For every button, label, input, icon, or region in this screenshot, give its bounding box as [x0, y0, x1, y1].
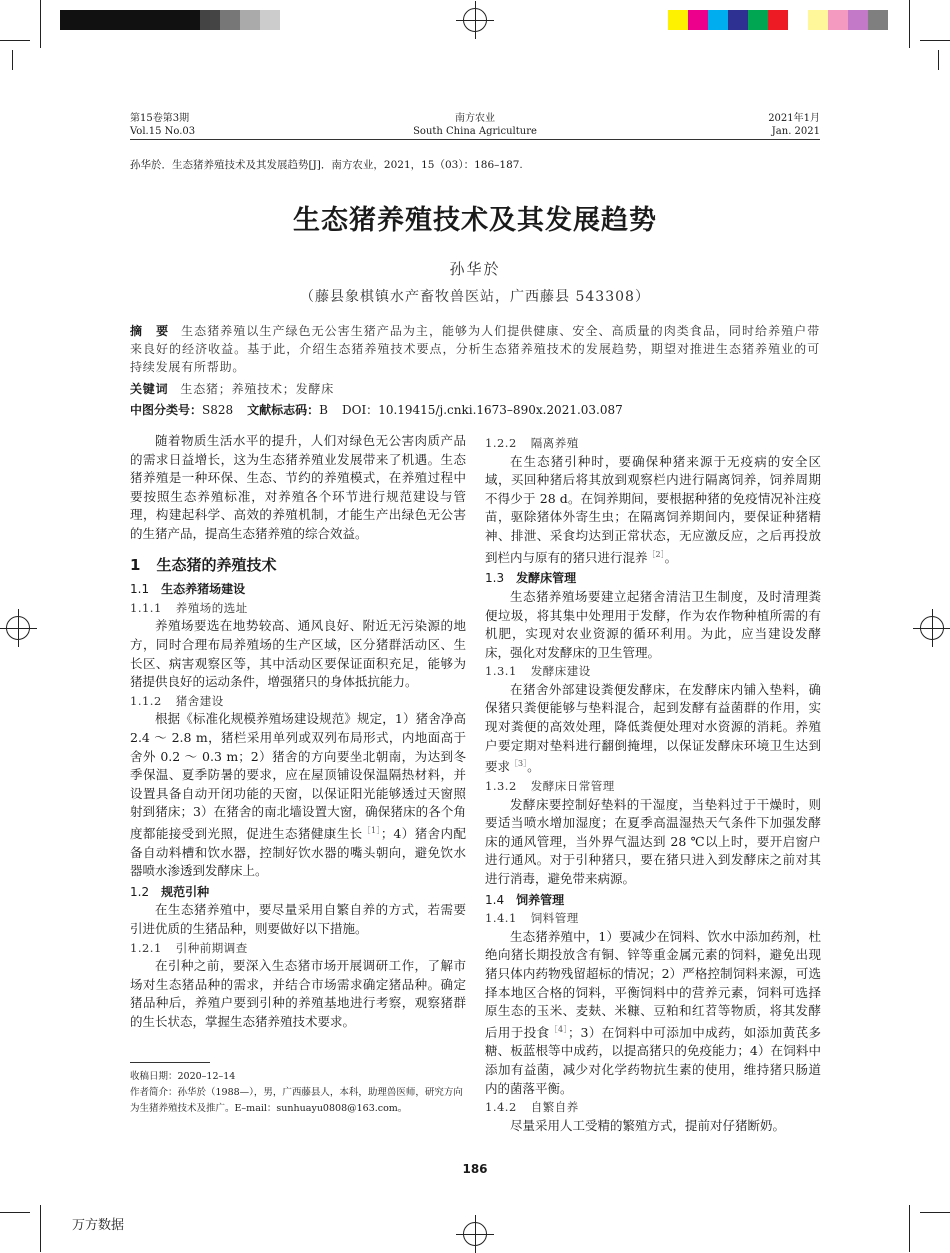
keywords-line: [130, 380, 334, 397]
paragraph: 根据《标准化规模养殖场建设规范》规定，1）猪舍净高 2.4 ～ 2.8 m，猪栏采用单列或双列布局形式，内地面高于舍外 0.2 ～ 0.3 m；2）猪舍的方向要坐北朝南，为达到冬季保温、夏季防暑的要求，应在屋顶铺设保温隔热材料，并设置具备自动开闭功能的天窗，以保证阳光能够透过天窗照射到猪床；3）在猪舍的南北墙设置大窗，确保猪床的各个角度都能接受到光照，促进生态猪健康生长$^{[1]}$；4）猪舍内配备自动料槽和饮水器，控制好饮水器的嘴头朝向，避免饮水器喷水渗透到发酵床上。: [130, 711, 466, 879]
intro-paragraph: 随着物质生活水平的提升，人们对绿色无公害肉质产品的需求日益增长，这为生态猪养殖业发展带来了机遇。生态猪养殖是一种环保、生态、节约的养殖模式，在养殖过程中要按照生态养殖标准，对养殖各个环节进行规范建设与管理，构建起科学、高效的养殖机制，才能生产出绿色无公害的生猪产品，提高生态猪养殖的综合效益。: [130, 433, 466, 541]
footnote-rule: [130, 1062, 210, 1063]
header-journal: [375, 112, 575, 138]
doc-code-value: B: [319, 403, 328, 417]
abstract-text: 生态猪养殖以生产绿色无公害生猪产品为主，能够为人们提供健康、安全、高质量的肉类食品，同时给养殖户带来良好的经济收益。基于此，介绍生态猪养殖技术要点，分析生态猪养殖技术的发展趋势，期望对推进生态猪养殖业的可持续发展有所帮助。: [130, 324, 820, 374]
watermark: 万方数据: [72, 1218, 125, 1233]
section-1-4-heading: 1.4 饲养管理: [485, 892, 565, 907]
registration-mark-top: [463, 8, 487, 32]
abstract-block: [130, 322, 820, 376]
paragraph: 发酵床要控制好垫料的干湿度，当垫料过于干燥时，则要适当喷水增加湿度；在夏季高温湿热天气条件下加强发酵床的通风管理，当外界气温达到 28 ℃以上时，要开启窗户进行通风。对于引种猪只，要在猪只进入到发酵床之前对其进行消毒，避免带来病源。: [485, 796, 821, 886]
paragraph: 尽量采用人工受精的繁殖方式，提前对仔猪断奶。: [510, 1117, 786, 1133]
page-number: 186: [462, 1162, 488, 1176]
date-cn: 2021年1月: [768, 113, 820, 124]
gray-swatch: [220, 10, 240, 30]
header-date: [768, 112, 820, 138]
paragraph: 在猪舍外部建设粪便发酵床，在发酵床内铺入垫料，确保猪只粪便能够与垫料混合，起到发酵有益菌群的作用，实现对粪便的高效处理，降低粪便处理对水资源的消耗。养殖户要定期对垫料进行翻倒掩埋，以保证发酵床环境卫生达到要求$^{[3]}$。: [485, 681, 821, 775]
doi-value: 10.19415/j.cnki.1673–890x.2021.03.087: [378, 403, 623, 417]
section-1-1-2-heading: 1.1.2 猪舍建设: [130, 693, 224, 708]
citation-ref[interactable]: ［2］: [647, 549, 665, 559]
section-1-2-2-heading: 1.2.2 隔离养殖: [485, 436, 579, 450]
gray-swatch: [200, 10, 220, 30]
right-column: [485, 432, 821, 1135]
section-1-heading: 1 生态猪的养殖技术: [130, 555, 277, 574]
classification-line: [130, 401, 623, 418]
paragraph: 生态猪养殖场要建立起猪舍清洁卫生制度，及时清理粪便垃圾，将其集中处理用于发酵，作为农作物种植所需的有机肥，实现对农业资源的循环利用。为此，应当建设发酵床，强化对发酵床的卫生管理。: [485, 588, 821, 660]
keywords: 生态猪；养殖技术；发酵床: [180, 382, 335, 396]
author-bio: 作者简介：孙华於（1988—），男，广西藤县人，本科，助理兽医师，研究方向为生猪养殖技术及推广。E–mail：sunhuayu0808@163.com。: [130, 1087, 463, 1114]
volume-cn: 第15卷第3期: [130, 113, 190, 124]
section-1-2-1-heading: 1.2.1 引种前期调查: [130, 940, 248, 955]
journal-cn: 南方农业: [455, 113, 495, 124]
left-column: [130, 432, 466, 1032]
author: 孙华於: [449, 260, 501, 278]
gray-swatch: [260, 10, 280, 30]
gray-swatch: [240, 10, 260, 30]
section-1-1-heading: 1.1 生态养猪场建设: [130, 582, 246, 597]
section-1-2-heading: 1.2 规范引种: [130, 884, 210, 899]
paragraph: 生态猪养殖中，1）要减少在饲料、饮水中添加药剂，杜绝向猪长期投放含有铜、锌等重金属元素的饲料，避免出现猪只体内药物残留超标的情况；2）严格控制饲料来源，可选择本地区合格的饲料，平衡饲料中的营养元素，饲料可选择原生态的玉米、麦麸、米糠、豆粕和红苕等物质，将其发酵后用于投食$^{[4]}$；3）在饲料中可添加中成药，如添加黄芪多糖、板蓝根等中成药，以提高猪只的免疫能力；4）在饲料中添加有益菌，减少对化学药物抗生素的使用，维持猪只肠道内的菌落平衡。: [485, 928, 821, 1096]
keywords-label: 关键词: [130, 382, 169, 396]
section-1-4-2-heading: 1.4.2 自繁自养: [485, 1100, 579, 1115]
abstract-label: 摘 要: [130, 324, 170, 338]
paragraph: 养殖场要选在地势较高、通风良好、附近无污染源的地方，同时合理布局养殖场的生产区域，区分猪群活动区、生长区、病害观察区等，其中活动区要保证面积充足，能够为猪提供良好的运动条件，增强猪只的身体抵抗能力。: [130, 618, 466, 690]
citation: 孙华於．生态猪养殖技术及其发展趋势[J]．南方农业，2021，15（03）：186–187.: [130, 159, 523, 171]
doc-code-label: 文献标志码：: [247, 403, 320, 417]
section-1-3-2-heading: 1.3.2 发酵床日常管理: [485, 779, 615, 793]
paragraph: 在生态猪养殖中，要尽量采用自繁自养的方式，若需要引进优质的生猪品种，则要做好以下措施。: [130, 902, 466, 936]
header-volume: [130, 112, 195, 138]
clc-label: 中图分类号：: [130, 403, 203, 417]
paragraph: 在引种之前，要深入生态猪市场开展调研工作，了解市场对生态猪品种的需求，并结合市场需求确定猪品种。确定猪品种后，养殖户要到引种的养殖基地进行考察，观察猪群的生长状态，掌握生态猪养殖技术要求。: [130, 958, 466, 1029]
citation-ref[interactable]: ［3］: [510, 759, 528, 769]
volume-en: Vol.15 No.03: [130, 126, 196, 137]
section-1-4-1-heading: 1.4.1 饲料管理: [485, 911, 579, 926]
date-en: Jan. 2021: [771, 126, 820, 137]
clc-value: S828: [202, 403, 234, 417]
citation-ref[interactable]: ［4］: [549, 1024, 568, 1034]
header-rule: [130, 139, 820, 140]
section-1-3-1-heading: 1.3.1 发酵床建设: [485, 664, 591, 679]
footnote: [130, 1069, 470, 1117]
paragraph: 在生态猪引种时，要确保种猪来源于无疫病的安全区域，买回种猪后将其放到观察栏内进行隔离饲养，饲养周期不得少于 28 d。在饲养期间，要根据种猪的免疫情况补注疫苗，驱除猪体外寄生虫；在隔离饲养期间内，要保证种猪精神、排泄、采食均达到正常状态，无应激反应，之后再投放到栏内与原有的猪只进行混养$^{[2]}$。: [485, 453, 821, 565]
registration-mark-right: [920, 616, 944, 640]
section-1-1-1-heading: 1.1.1 养殖场的选址: [130, 600, 248, 615]
doi-label: DOI：: [341, 403, 379, 417]
citation-ref[interactable]: ［1］: [362, 825, 381, 835]
paper-title: 生态猪养殖技术及其发展趋势: [293, 205, 657, 236]
affiliation: （藤县象棋镇水产畜牧兽医站，广西藤县 543308）: [300, 289, 650, 305]
section-1-3-heading: 1.3 发酵床管理: [485, 571, 577, 586]
registration-mark-bottom: [463, 1222, 487, 1246]
registration-mark-left: [6, 616, 30, 640]
received-date: 收稿日期：2020–12–14: [130, 1071, 236, 1082]
journal-en: South China Agriculture: [413, 126, 537, 137]
